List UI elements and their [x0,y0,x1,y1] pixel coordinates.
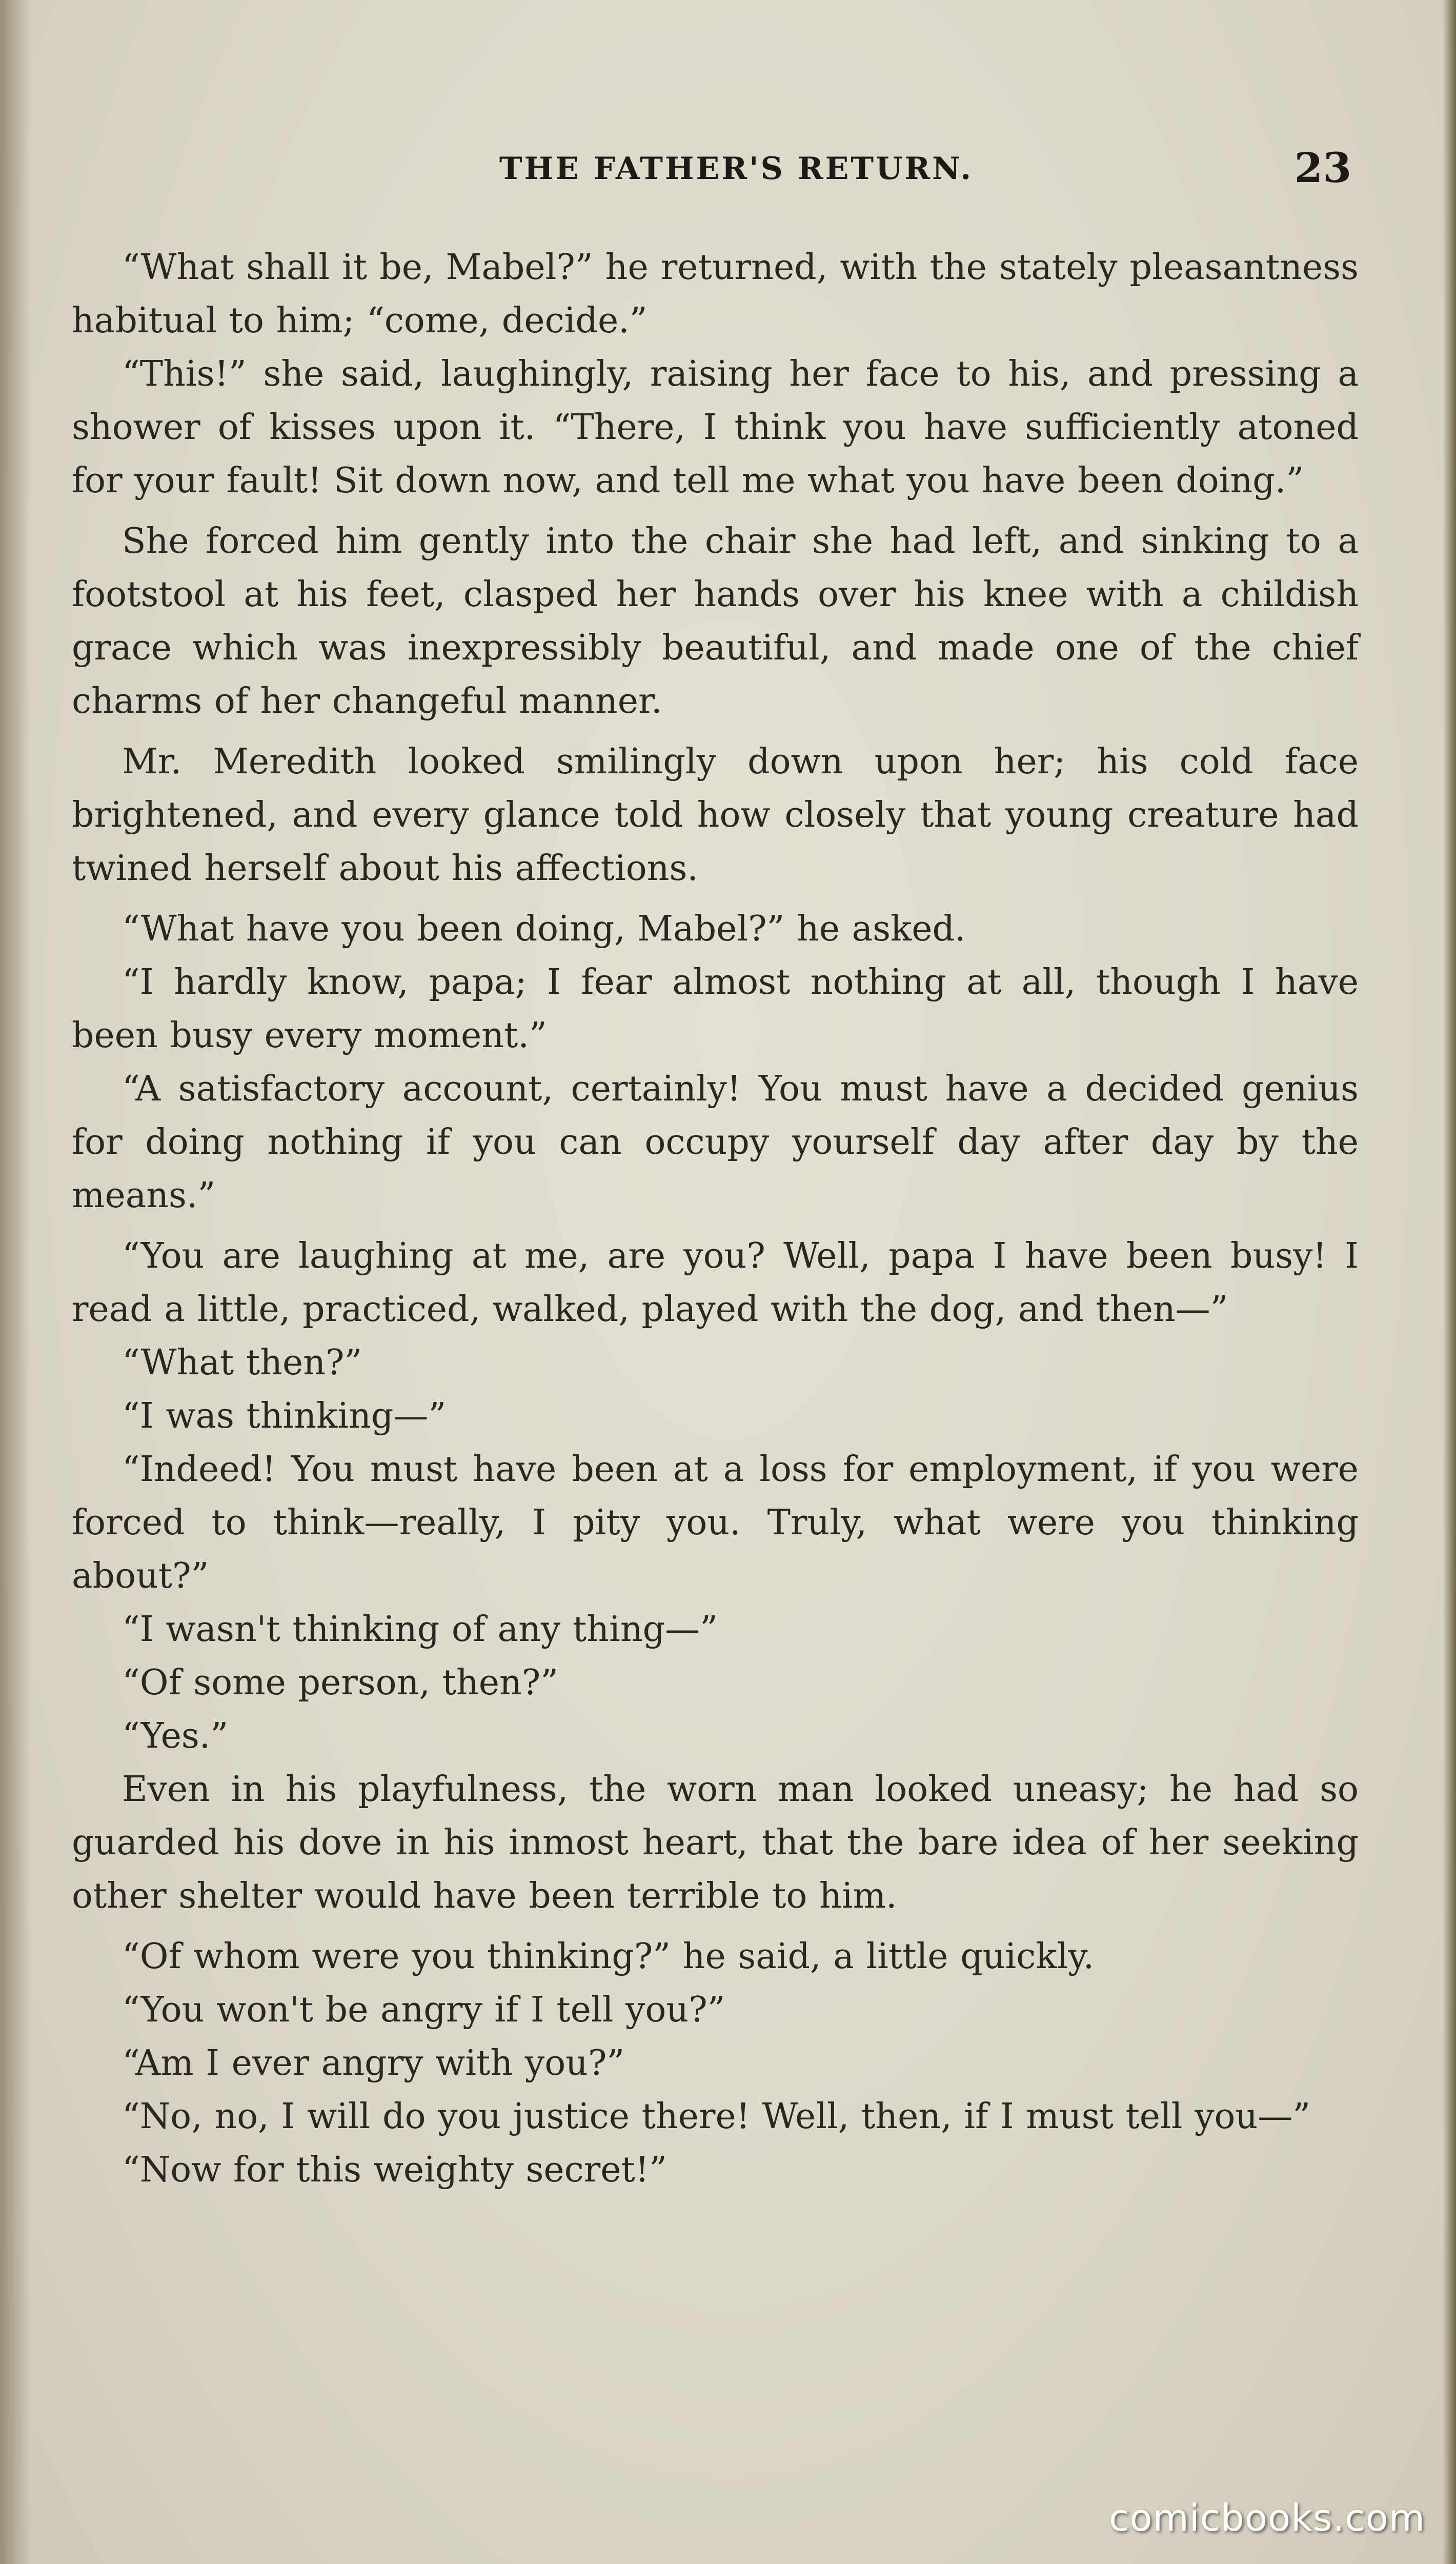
paragraph: “I was thinking—” [122,1396,447,1436]
paragraph: “Am I ever angry with you?” [122,2043,625,2084]
paragraph: “You are laughing at me, are you? Well, papa I have been busy! I read a little, practiced, walked, played with the dog, and then—” [72,1236,1359,1330]
paragraph: She forced him gently into the chair she had left, and sinking to a footstool at his feet, clasped her hands over his knee with a childish grace which was inexpressibly beautiful, and made one of the chief charms of her changeful manner. [72,521,1359,722]
paragraph: “Of some person, then?” [122,1662,558,1703]
paragraph: “Of whom were you thinking?” he said, a little quickly. [122,1936,1095,1977]
paragraph: Mr. Meredith looked smilingly down upon her; his cold face brightened, and every glance told how closely that young creature had twined herself about his affections. [72,742,1359,889]
paragraph: “What shall it be, Mabel?” he returned, with the stately pleasantness habitual to him; “come, decide.” [72,247,1359,341]
page-edge-left [0,0,31,2564]
page-number: 23 [1294,144,1351,192]
paragraph: Even in his playfulness, the worn man looked uneasy; he had so guarded his dove in his inmost heart, that the bare idea of her seeking other shelter would have been terrible to him. [72,1769,1359,1916]
watermark: comicbooks.com [1108,2496,1425,2539]
paragraph: “Indeed! You must have been at a loss for employment, if you were forced to think—really, I pity you. Truly, what were you thinking about?” [72,1449,1359,1596]
paragraph: “This!” she said, laughingly, raising her face to his, and pressing a shower of kisses upon it. “There, I think you have sufficiently atoned for your fault! Sit down now, and tell me what you have been doing.” [72,354,1359,501]
page-header [121,144,1351,200]
paragraph: “I wasn't thinking of any thing—” [122,1609,718,1650]
running-title: THE FATHER'S RETURN. [499,151,974,187]
paragraph: “What then?” [122,1343,362,1383]
paragraph: “I hardly know, papa; I fear almost nothing at all, though I have been busy every moment.” [72,962,1359,1056]
paragraph: “Now for this weighty secret!” [122,2150,667,2190]
page-edge-right [1443,0,1456,2564]
paragraph: “Yes.” [122,1716,229,1756]
paragraph: “A satisfactory account, certainly! You must have a decided genius for doing nothing if you can occupy yourself day after day by the means.” [72,1069,1359,1216]
paragraph: “What have you been doing, Mabel?” he asked. [122,909,966,949]
paragraph: “No, no, I will do you justice there! Well, then, if I must tell you—” [122,2096,1311,2137]
body-text [72,241,1359,2197]
paragraph: “You won't be angry if I tell you?” [122,1990,725,2030]
